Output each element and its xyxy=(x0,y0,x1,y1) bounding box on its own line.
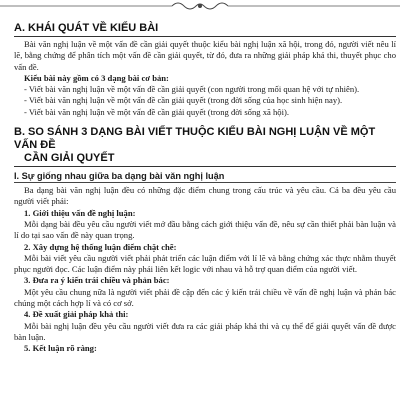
section-a-intro: Bài văn nghị luận về một vấn đề cần giải quyết thuộc kiểu bài nghị luận xã hội, trong đó, người viết nêu lí lẽ, bằng chứng để phân tích một vấn đề cần giải quyết, từ đó, đưa ra những giải pháp khả thi, thuyết phục cho vấn đề. xyxy=(14,39,396,72)
item-5-heading: 5. Kết luận rõ ràng: xyxy=(24,343,97,354)
type-item-1: - Viết bài văn nghị luận về một vấn đề cần giải quyết (con người trong mối quan hệ với tự nhiên). xyxy=(24,84,360,95)
scroll-ornament-icon xyxy=(0,0,400,12)
type-item-3: - Viết bài văn nghị luận về một vấn đề cần giải quyết (trong đời sống xã hội). xyxy=(24,106,289,117)
section-a-rule xyxy=(14,36,396,37)
section-a-title: A. KHÁI QUÁT VỀ KIỂU BÀI xyxy=(14,22,159,34)
section-b-title-line2: CẦN GIẢI QUYẾT xyxy=(24,152,115,165)
item-2-heading: 2. Xây dựng hệ thống luận điểm chặt chẽ: xyxy=(24,241,177,252)
section-b-rule xyxy=(14,166,396,167)
item-4-heading: 4. Đề xuất giải pháp khả thi: xyxy=(24,309,129,320)
section-b-intro: Ba dạng bài văn nghị luận đều có những đặc điểm chung trong cấu trúc và yêu cầu. Cả ba đều yêu cầu người viết phải: xyxy=(14,185,396,207)
item-4-body: Mỗi bài nghị luận đều yêu cầu người viết đưa ra các giải pháp khả thi và cụ thể để giải quyết vấn đề được bàn luận. xyxy=(14,320,396,342)
item-2-body: Mỗi bài viết yêu cầu người viết phải phát triển các luận điểm với lí lẽ và bằng chứng xác thực nhằm thuyết phục người đọc. Các luận điểm này phải liên kết logic với nhau và hỗ trợ quan điểm của người viết. xyxy=(14,252,396,275)
similarity-subheading: I. Sự giống nhau giữa ba dạng bài văn nghị luận xyxy=(14,171,225,182)
type-item-2: - Viết bài văn nghị luận về một vấn đề cần giải quyết (trong đời sống của học sinh hiện nay). xyxy=(24,95,343,106)
section-b-title-line1: B. SO SÁNH 3 DẠNG BÀI VIẾT THUỘC KIỂU BÀI NGHỊ LUẬN VỀ MỘT VẤN ĐỀ xyxy=(14,126,376,152)
page-content xyxy=(14,22,396,355)
item-1-body: Mỗi dạng bài đều yêu cầu người viết mở đầu bằng cách giới thiệu vấn đề, nêu sự cần thiết phải bàn luận và lí do tại sao vấn đề này quan trọng. xyxy=(14,218,396,241)
item-1-heading: 1. Giới thiệu vấn đề nghị luận: xyxy=(24,207,136,218)
item-3-body: Một yêu cầu chung nữa là người viết phải đề cập đến các ý kiến trái chiều về vấn đề nghị luận và phản bác chúng một cách hợp lí và có cơ sở. xyxy=(14,286,396,309)
similarity-subheading-rule xyxy=(14,182,396,183)
types-heading: Kiểu bài này gồm có 3 dạng bài cơ bản: xyxy=(24,72,169,83)
item-3-heading: 3. Đưa ra ý kiến trái chiều và phản bác: xyxy=(24,275,170,286)
